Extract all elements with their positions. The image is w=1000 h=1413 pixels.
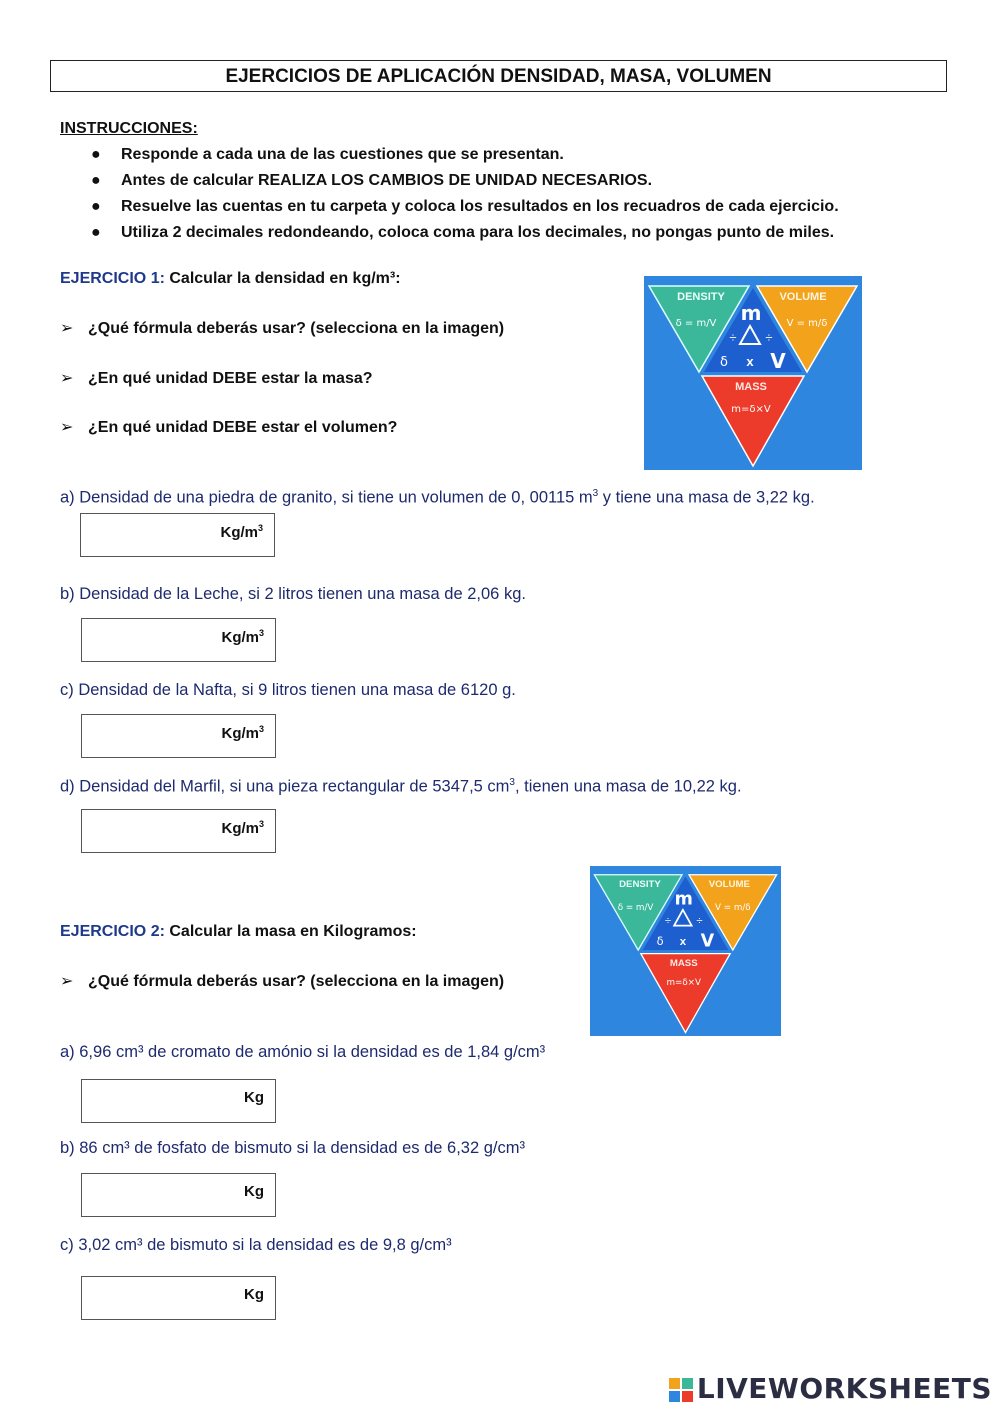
ex1-problem-b: b) Densidad de la Leche, si 2 litros tienen una masa de 2,06 kg. xyxy=(60,585,526,603)
delta-symbol: δ xyxy=(656,933,664,948)
ex2-problem-b: b) 86 cm³ de fosfato de bismuto si la densidad es de 6,32 g/cm³ xyxy=(60,1139,525,1157)
bullet-icon: ● xyxy=(91,224,101,241)
ex1-answer-d-input[interactable] xyxy=(81,809,276,853)
ex2-problem-c: c) 3,02 cm³ de bismuto si la densidad es de 9,8 g/cm³ xyxy=(60,1236,452,1254)
mass-label: MASS xyxy=(735,381,767,393)
liveworksheets-logo-icon xyxy=(669,1378,693,1402)
answer-unit: $Kg/m^3$ xyxy=(221,724,264,742)
exercise-1-heading xyxy=(60,270,401,288)
density-label: DENSITY xyxy=(677,291,725,303)
arrow-bullet-icon: ➢ xyxy=(60,973,74,990)
ex1-problem-d: d) Densidad del Marfil, si una pieza rectangular de 5347,5 $cm^3$, tienen una masa de 10,22 kg. xyxy=(60,777,742,796)
divide-right-icon: ÷ xyxy=(696,914,703,927)
instructions-heading: INSTRUCCIONES: xyxy=(60,120,198,137)
instruction-item: ● Antes de calcular REALIZA LOS CAMBIOS DE UNIDAD NECESARIOS. xyxy=(88,170,968,196)
ex1-answer-b-input[interactable] xyxy=(81,618,276,662)
ex1-question-mass-unit: ➢ ¿En qué unidad DEBE estar la masa? xyxy=(60,370,373,387)
answer-unit: Kg xyxy=(244,1183,264,1200)
instruction-item: ● Utiliza 2 decimales redondeando, coloca coma para los decimales, no pongas punto de miles. xyxy=(88,222,968,248)
volume-formula: V = m/δ xyxy=(786,318,828,329)
page-title: EJERCICIOS DE APLICACIÓN DENSIDAD, MASA, VOLUMEN xyxy=(50,60,947,92)
arrow-bullet-icon: ➢ xyxy=(60,370,74,387)
mass-formula: m=δ×V xyxy=(666,978,702,989)
mass-formula: m=δ×V xyxy=(731,404,771,415)
ex2-answer-c-input[interactable] xyxy=(81,1276,276,1320)
volume-label: VOLUME xyxy=(779,291,827,303)
instructions-list xyxy=(88,144,968,248)
answer-unit: $Kg/m^3$ xyxy=(220,523,263,541)
divide-left-icon: ÷ xyxy=(729,330,737,345)
density-formula: δ = m/V xyxy=(675,318,717,329)
volume-label: VOLUME xyxy=(708,879,750,891)
exercise-2-label: EJERCICIO 2: xyxy=(60,923,165,940)
formula-triangle-diagram[interactable] xyxy=(644,276,862,470)
ex1-answer-c-input[interactable] xyxy=(81,714,276,758)
volume-formula: V = m/δ xyxy=(714,902,751,913)
bullet-icon: ● xyxy=(91,198,101,215)
exercise-1-label: EJERCICIO 1: xyxy=(60,270,165,287)
delta-symbol: δ xyxy=(720,355,728,370)
exercise-2-heading xyxy=(60,923,417,941)
ex1-question-volume-unit: ➢ ¿En qué unidad DEBE estar el volumen? xyxy=(60,419,398,436)
mass-symbol: m xyxy=(674,889,693,910)
volume-symbol: V xyxy=(700,931,715,952)
mass-label: MASS xyxy=(669,957,698,969)
exercise-1-title: Calcular la densidad en kg/m³: xyxy=(169,270,401,287)
bullet-icon: ● xyxy=(91,146,101,163)
ex1-problem-a: a) Densidad de una piedra de granito, si tiene un volumen de 0, 00115 $m^3$ y tiene una masa de 3,22 kg. xyxy=(60,488,815,507)
density-label: DENSITY xyxy=(619,879,661,891)
answer-unit: Kg xyxy=(244,1089,264,1106)
divide-left-icon: ÷ xyxy=(664,914,672,927)
bullet-icon: ● xyxy=(91,172,101,189)
exercise-2-title: Calcular la masa en Kilogramos: xyxy=(169,923,417,940)
instruction-item: ● Resuelve las cuentas en tu carpeta y coloca los resultados en los recuadros de cada ejercicio. xyxy=(88,196,968,222)
arrow-bullet-icon: ➢ xyxy=(60,320,74,337)
mass-symbol: m xyxy=(740,301,762,325)
answer-unit: $Kg/m^3$ xyxy=(221,628,264,646)
answer-unit: $Kg/m^3$ xyxy=(221,819,264,837)
formula-triangle-diagram-2[interactable] xyxy=(590,866,781,1036)
divide-right-icon: ÷ xyxy=(765,330,773,345)
ex1-answer-a-input[interactable] xyxy=(80,513,275,557)
brand-text: LIVEWORKSHEETS xyxy=(696,1372,992,1405)
ex1-question-formula: ➢ ¿Qué fórmula deberás usar? (selecciona en la imagen) xyxy=(60,320,505,337)
ex2-question-formula: ➢ ¿Qué fórmula deberás usar? (selecciona en la imagen) xyxy=(60,973,505,990)
ex2-problem-a: a) 6,96 cm³ de cromato de amónio si la densidad es de 1,84 g/cm³ xyxy=(60,1043,546,1061)
volume-symbol: V xyxy=(770,349,786,373)
times-symbol: x xyxy=(746,354,754,369)
ex2-answer-a-input[interactable] xyxy=(81,1079,276,1123)
instruction-item: ● Responde a cada una de las cuestiones que se presentan. xyxy=(88,144,968,170)
arrow-bullet-icon: ➢ xyxy=(60,419,74,436)
density-formula: δ = m/V xyxy=(617,902,654,913)
answer-unit: Kg xyxy=(244,1286,264,1303)
ex2-answer-b-input[interactable] xyxy=(81,1173,276,1217)
liveworksheets-brand xyxy=(669,1372,992,1405)
times-symbol: x xyxy=(679,935,687,948)
ex1-problem-c: c) Densidad de la Nafta, si 9 litros tienen una masa de 6120 g. xyxy=(60,681,516,699)
